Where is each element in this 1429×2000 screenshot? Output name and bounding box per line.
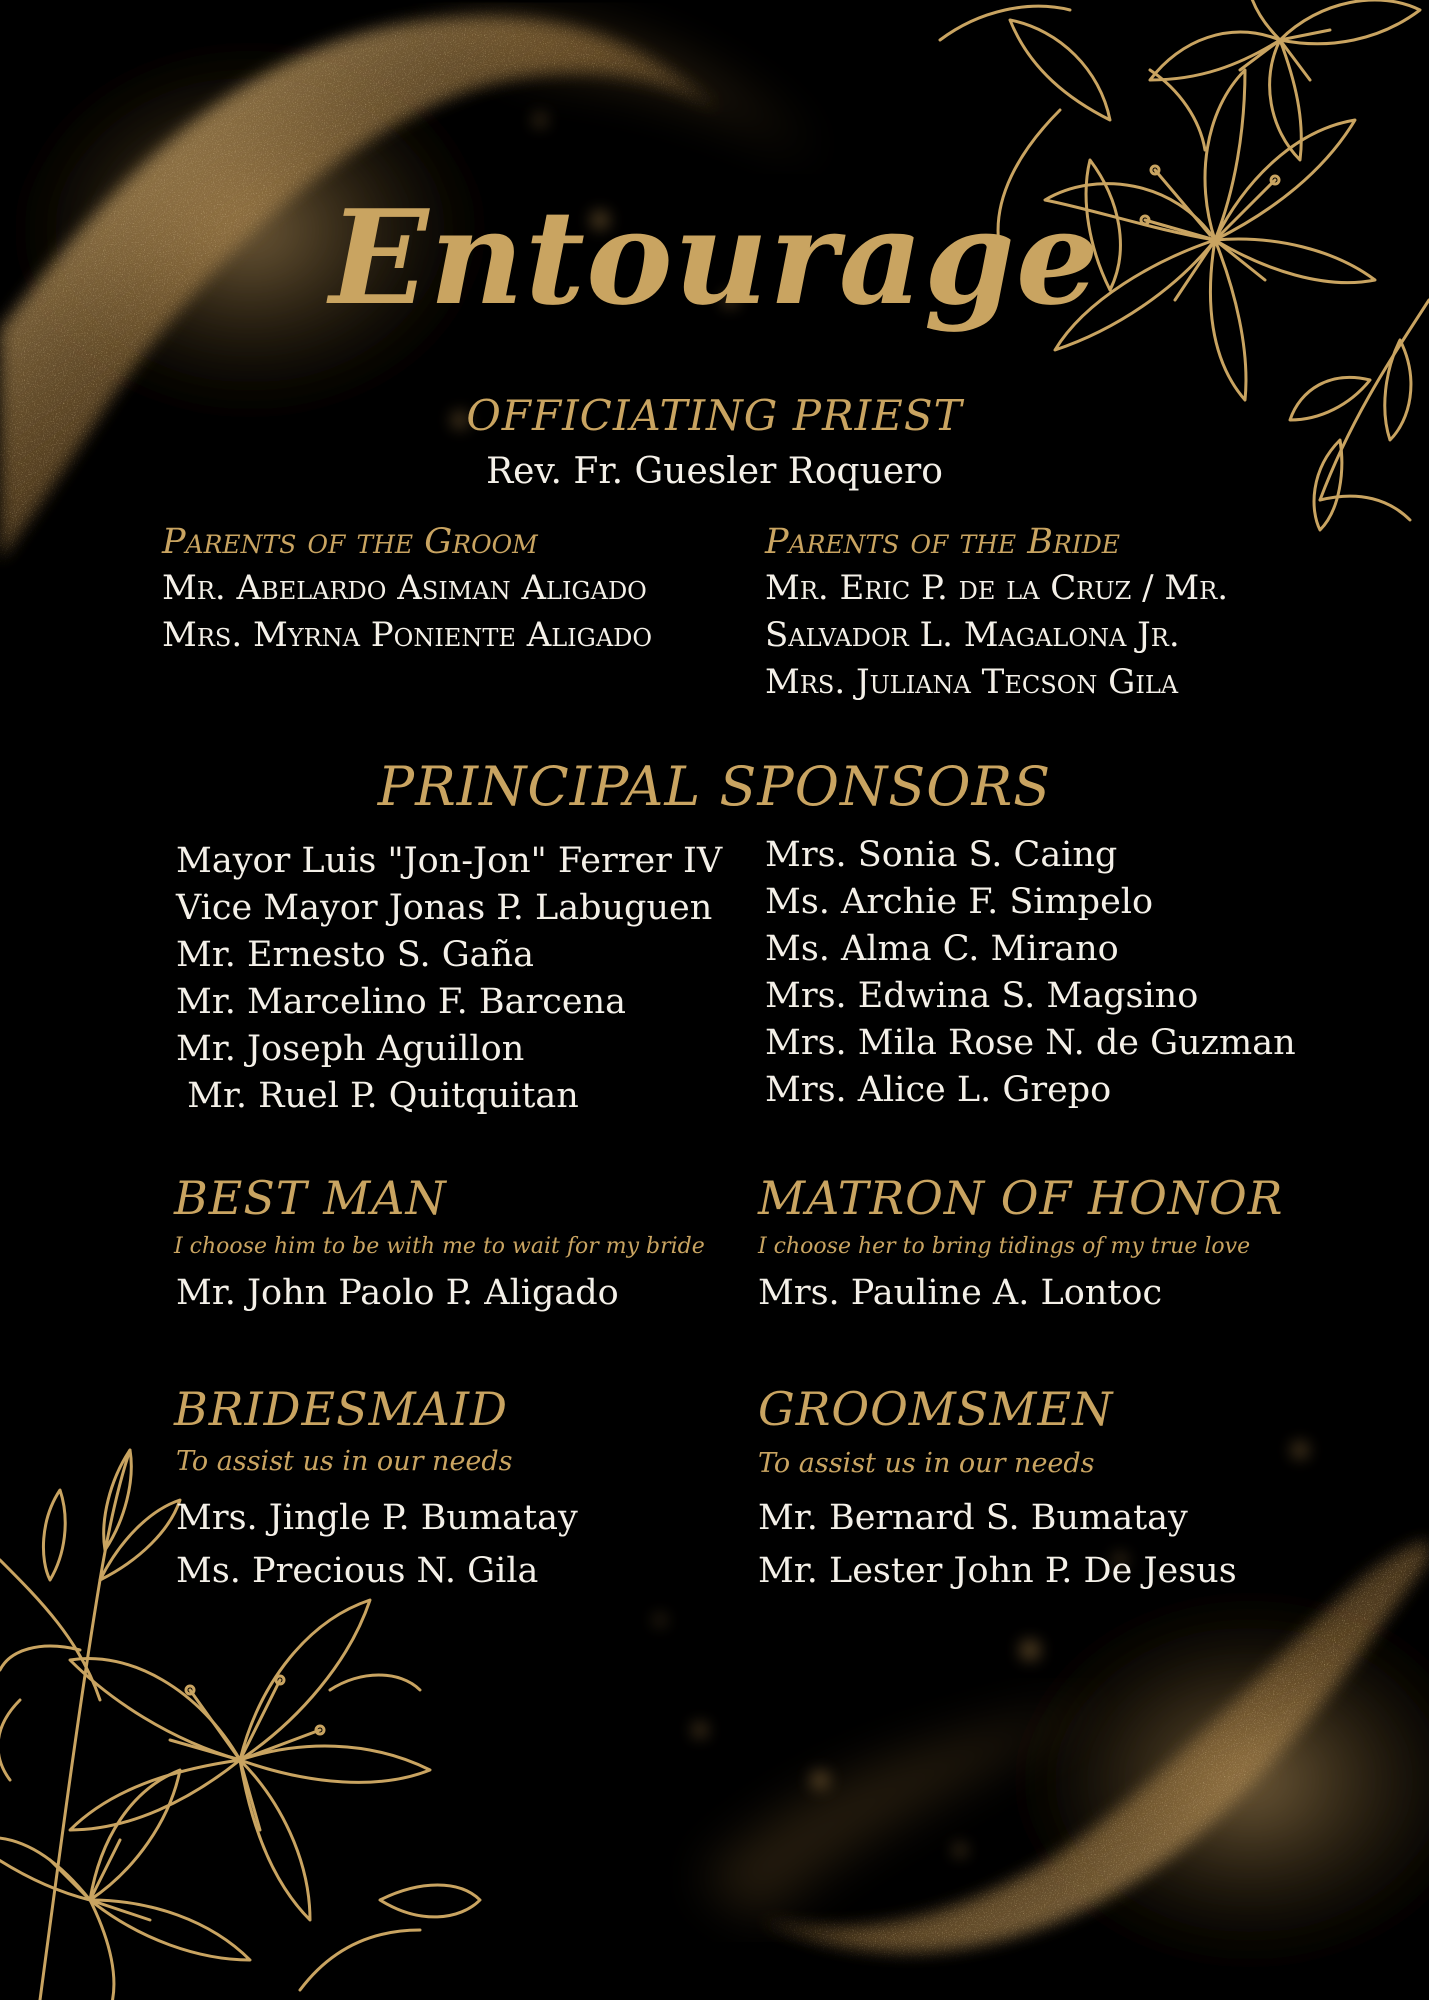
list-item: Mrs. Mila Rose N. de Guzman xyxy=(765,1023,1296,1063)
parents-of-bride-heading: Parents of the Bride xyxy=(765,522,1121,562)
principal-sponsors-right-list xyxy=(765,832,1296,1114)
matron-of-honor-name: Mrs. Pauline A. Lontoc xyxy=(758,1273,1163,1313)
list-item: Mrs. Alice L. Grepo xyxy=(765,1070,1112,1110)
list-item: Mrs. Juliana Tecson Gila xyxy=(765,662,1179,702)
principal-sponsors-heading: PRINCIPAL SPONSORS xyxy=(377,755,1052,818)
groomsmen-tagline: To assist us in our needs xyxy=(758,1448,1095,1479)
list-item: Mayor Luis "Jon-Jon" Ferrer IV xyxy=(176,841,723,881)
list-item: Mrs. Jingle P. Bumatay xyxy=(176,1498,578,1538)
best-man-tagline: I choose him to be with me to wait for my bride xyxy=(174,1234,705,1259)
principal-sponsors-left-list xyxy=(176,838,722,1120)
parents-of-groom-list xyxy=(162,565,652,659)
list-item: Ms. Alma C. Mirano xyxy=(765,929,1119,969)
list-item: Mrs. Sonia S. Caing xyxy=(765,835,1118,875)
list-item: Ms. Precious N. Gila xyxy=(176,1551,539,1591)
list-item: Mr. Marcelino F. Barcena xyxy=(176,982,626,1022)
best-man-name: Mr. John Paolo P. Aligado xyxy=(176,1273,619,1313)
list-item: Mrs. Edwina S. Magsino xyxy=(765,976,1199,1016)
officiating-priest-heading: OFFICIATING PRIEST xyxy=(466,391,963,440)
list-item: Ms. Archie F. Simpelo xyxy=(765,882,1154,922)
list-item: Mr. Eric P. de la Cruz / Mr. xyxy=(765,568,1229,608)
list-item: Mr. Lester John P. De Jesus xyxy=(758,1551,1237,1591)
list-item: Mr. Abelardo Asiman Aligado xyxy=(162,568,647,608)
list-item: Mr. Ruel P. Quitquitan xyxy=(176,1076,579,1116)
list-item: Salvador L. Magalona Jr. xyxy=(765,615,1180,655)
list-item: Mr. Bernard S. Bumatay xyxy=(758,1498,1188,1538)
parents-of-groom-heading: Parents of the Groom xyxy=(162,522,538,562)
page-title: Entourage xyxy=(329,181,1100,334)
bridesmaid-heading: BRIDESMAID xyxy=(174,1382,508,1436)
matron-of-honor-heading: MATRON OF HONOR xyxy=(758,1171,1284,1225)
list-item: Mr. Ernesto S. Gaña xyxy=(176,935,534,975)
bridesmaid-tagline: To assist us in our needs xyxy=(176,1446,513,1477)
best-man-heading: BEST MAN xyxy=(174,1171,447,1225)
bridesmaid-list xyxy=(176,1492,578,1598)
list-item: Mrs. Myrna Poniente Aligado xyxy=(162,615,653,655)
groomsmen-heading: GROOMSMEN xyxy=(758,1382,1114,1436)
officiating-priest-name: Rev. Fr. Guesler Roquero xyxy=(486,451,943,492)
list-item: Vice Mayor Jonas P. Labuguen xyxy=(176,888,713,928)
parents-of-bride-list xyxy=(765,565,1228,706)
groomsmen-list xyxy=(758,1492,1237,1598)
matron-of-honor-tagline: I choose her to bring tidings of my true love xyxy=(758,1234,1251,1259)
list-item: Mr. Joseph Aguillon xyxy=(176,1029,525,1069)
